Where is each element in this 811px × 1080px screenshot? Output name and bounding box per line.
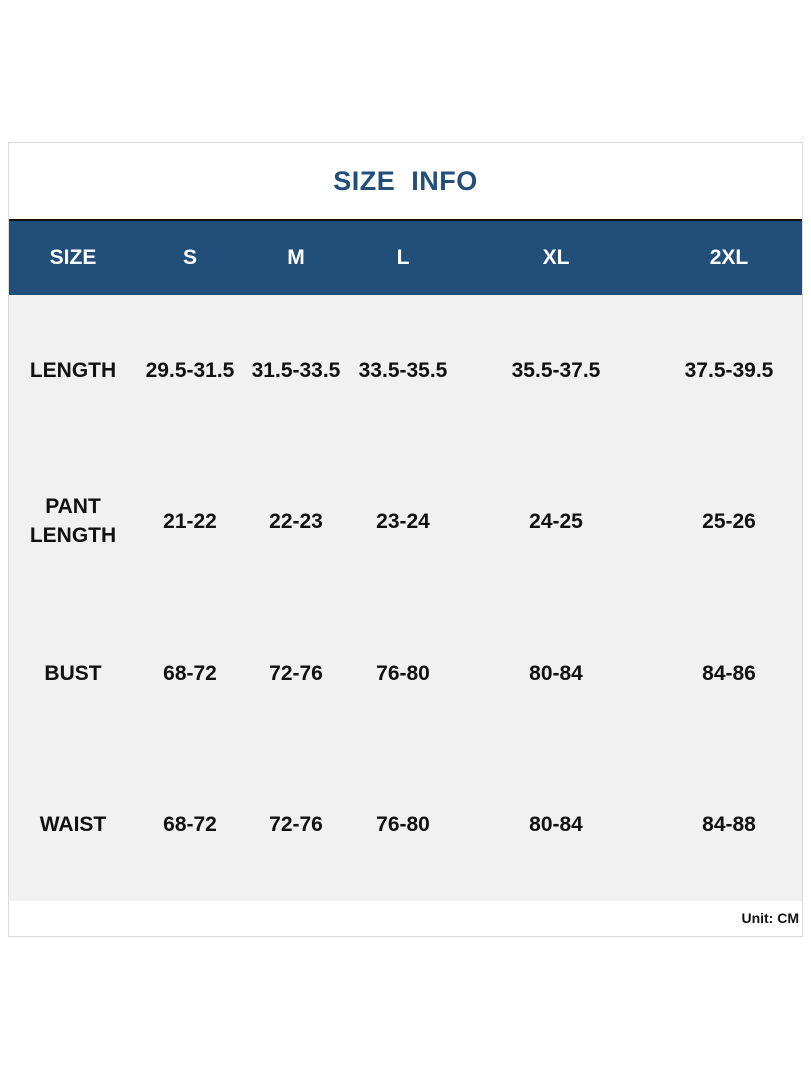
table-cell: 24-25	[529, 509, 583, 533]
title-area	[9, 143, 802, 219]
row-label-bust: BUST	[44, 661, 102, 685]
row-label-line: PANT	[45, 495, 101, 518]
table-cell: 76-80	[376, 661, 430, 685]
table-cell: 84-86	[702, 661, 756, 685]
header-m: M	[287, 246, 305, 269]
header-xl: XL	[542, 246, 570, 269]
row-label-line: LENGTH	[29, 524, 117, 547]
table-cell: 68-72	[163, 661, 217, 685]
header-size: SIZE	[49, 246, 97, 269]
table-cell: 35.5-37.5	[511, 358, 601, 382]
header-2xl: 2XL	[709, 246, 749, 269]
table-cell: 72-76	[269, 812, 323, 836]
table-cell: 31.5-33.5	[251, 358, 341, 382]
row-label-pant-length	[9, 446, 137, 596]
header-s: S	[182, 246, 197, 269]
table-cell: 80-84	[529, 812, 583, 836]
table-cell: 33.5-35.5	[358, 358, 448, 382]
size-info-title: SIZE INFO	[333, 165, 478, 196]
table-cell: 25-26	[702, 509, 756, 533]
table-header-row	[9, 219, 802, 295]
table-body	[9, 295, 802, 901]
row-label-length: LENGTH	[29, 358, 117, 382]
table-cell: 72-76	[269, 661, 323, 685]
table-cell: 22-23	[269, 509, 323, 533]
table-cell: 37.5-39.5	[684, 358, 774, 382]
table-cell: 80-84	[529, 661, 583, 685]
table-cell: 68-72	[163, 812, 217, 836]
size-chart-card	[8, 142, 803, 937]
table-cell: 76-80	[376, 812, 430, 836]
table-footer	[9, 901, 802, 937]
table-cell: 21-22	[163, 509, 217, 533]
table-cell: 23-24	[376, 509, 430, 533]
header-l: L	[396, 246, 410, 269]
row-label-waist: WAIST	[39, 812, 107, 836]
table-cell: 84-88	[702, 812, 756, 836]
unit-note: Unit: CM	[741, 910, 799, 926]
table-cell: 29.5-31.5	[145, 358, 235, 382]
